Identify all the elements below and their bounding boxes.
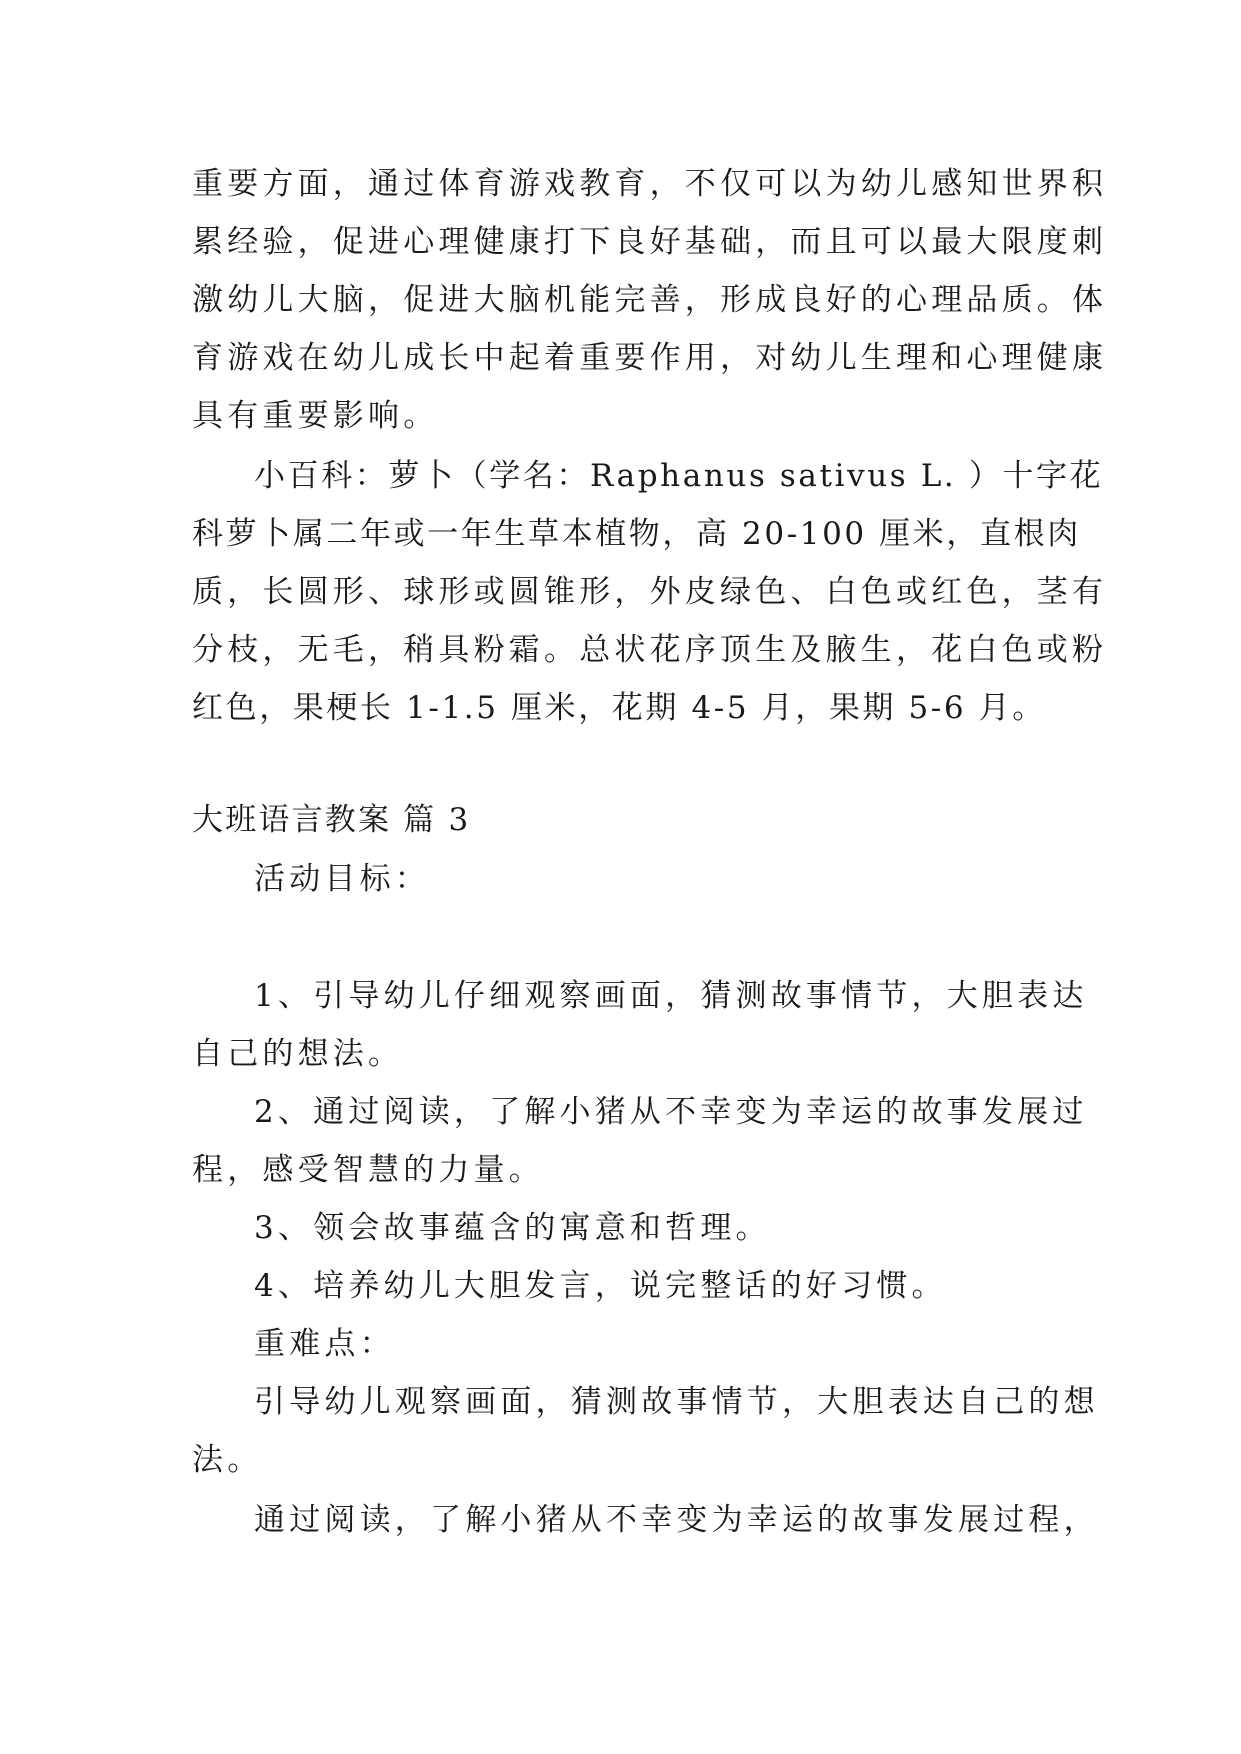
goal-item-continuation: 程，感受智慧的力量。 <box>192 1152 544 1188</box>
paragraph-line: 累经验，促进心理健康打下良好基础，而且可以最大限度刺 <box>192 224 1108 260</box>
goal-item: 4、培养幼儿大胆发言，说完整话的好习惯。 <box>254 1268 947 1304</box>
paragraph-line: 育游戏在幼儿成长中起着重要作用，对幼儿生理和心理健康 <box>192 340 1108 376</box>
encyclopedia-line: 小百科：萝卜（学名：Raphanus sativus L. ）十字花 <box>254 458 1104 494</box>
subheading-key-points: 重难点： <box>254 1326 395 1362</box>
goal-item: 3、领会故事蕴含的寓意和哲理。 <box>254 1210 771 1246</box>
goal-item: 2、通过阅读，了解小猪从不幸变为幸运的故事发展过 <box>254 1094 1088 1130</box>
section-heading: 大班语言教案 篇 3 <box>192 802 471 838</box>
subheading-activity-goals: 活动目标： <box>254 861 430 897</box>
key-point-line: 引导幼儿观察画面，猜测故事情节，大胆表达自己的想 <box>254 1384 1099 1420</box>
paragraph-line: 激幼儿大脑，促进大脑机能完善，形成良好的心理品质。体 <box>192 282 1108 318</box>
encyclopedia-line: 红色，果梗长 1-1.5 厘米，花期 4-5 月，果期 5-6 月。 <box>192 690 1046 726</box>
goal-item-continuation: 自己的想法。 <box>192 1036 404 1072</box>
encyclopedia-line: 质，长圆形、球形或圆锥形，外皮绿色、白色或红色，茎有 <box>192 574 1108 610</box>
encyclopedia-line: 分枝，无毛，稍具粉霜。总状花序顶生及腋生，花白色或粉 <box>192 632 1108 668</box>
goal-item: 1、引导幼儿仔细观察画面，猜测故事情节，大胆表达 <box>254 978 1088 1014</box>
key-point-continuation: 法。 <box>192 1442 263 1478</box>
key-point-line: 通过阅读，了解小猪从不幸变为幸运的故事发展过程， <box>254 1502 1099 1538</box>
encyclopedia-line: 科萝卜属二年或一年生草本植物，高 20-100 厘米，直根肉 <box>192 516 1081 552</box>
paragraph-line: 具有重要影响。 <box>192 398 439 434</box>
paragraph-line: 重要方面，通过体育游戏教育，不仅可以为幼儿感知世界积 <box>192 166 1108 202</box>
